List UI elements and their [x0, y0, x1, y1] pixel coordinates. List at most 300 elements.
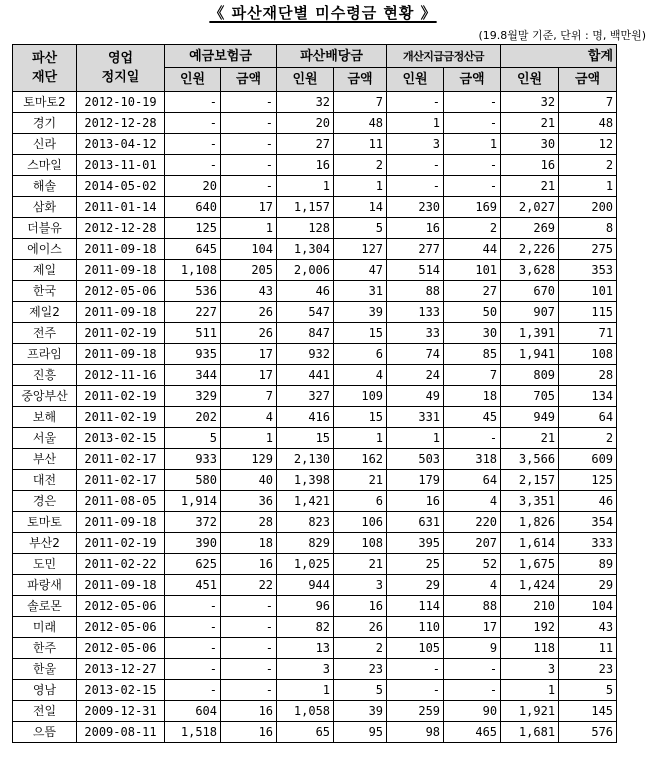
people-cell: 1	[387, 428, 444, 449]
people-cell: 133	[387, 302, 444, 323]
table-row	[13, 281, 617, 302]
bank-name-cell: 제일	[13, 260, 77, 281]
table-row	[13, 197, 617, 218]
people-cell: 705	[501, 386, 559, 407]
amount-cell: 40	[221, 470, 277, 491]
people-cell: 1,391	[501, 323, 559, 344]
people-cell: 2,226	[501, 239, 559, 260]
bank-name-cell: 부산2	[13, 533, 77, 554]
amount-cell: 129	[221, 449, 277, 470]
people-cell: 1,614	[501, 533, 559, 554]
people-cell: 13	[277, 638, 334, 659]
people-cell: 3	[387, 134, 444, 155]
bank-name-cell: 프라임	[13, 344, 77, 365]
suspension-date-cell: 2013-02-15	[77, 428, 165, 449]
amount-cell: 95	[334, 722, 387, 743]
people-cell: 114	[387, 596, 444, 617]
table-body	[13, 92, 617, 743]
amount-cell: -	[221, 659, 277, 680]
suspension-date-cell: 2011-01-14	[77, 197, 165, 218]
header-date-line2: 정지일	[101, 70, 140, 85]
amount-cell: 16	[334, 596, 387, 617]
amount-cell: 7	[444, 365, 501, 386]
suspension-date-cell: 2011-09-18	[77, 302, 165, 323]
amount-cell: 108	[559, 344, 617, 365]
table-row	[13, 92, 617, 113]
people-cell: 20	[165, 176, 221, 197]
table-row	[13, 680, 617, 701]
amount-cell: 18	[444, 386, 501, 407]
people-cell: 118	[501, 638, 559, 659]
amount-cell: 333	[559, 533, 617, 554]
people-cell: 16	[387, 218, 444, 239]
people-cell: 3,566	[501, 449, 559, 470]
people-cell: 88	[387, 281, 444, 302]
people-cell: 21	[501, 176, 559, 197]
people-cell: 1,108	[165, 260, 221, 281]
people-cell: 631	[387, 512, 444, 533]
amount-cell: 27	[444, 281, 501, 302]
people-cell: 20	[277, 113, 334, 134]
amount-cell: 101	[444, 260, 501, 281]
amount-cell: 17	[221, 344, 277, 365]
people-cell: 2,157	[501, 470, 559, 491]
people-cell: 1,058	[277, 701, 334, 722]
suspension-date-cell: 2009-08-11	[77, 722, 165, 743]
amount-cell: 2	[559, 155, 617, 176]
people-cell: 1,941	[501, 344, 559, 365]
bank-name-cell: 한주	[13, 638, 77, 659]
table-row	[13, 176, 617, 197]
amount-cell: 106	[334, 512, 387, 533]
people-cell: 1,826	[501, 512, 559, 533]
people-cell: 1,157	[277, 197, 334, 218]
header-bank-line2: 재단	[31, 70, 58, 85]
amount-cell: 64	[444, 470, 501, 491]
amount-cell: 45	[444, 407, 501, 428]
amount-cell: 109	[334, 386, 387, 407]
amount-cell: 1	[221, 218, 277, 239]
suspension-date-cell: 2011-02-19	[77, 407, 165, 428]
amount-cell: 16	[221, 722, 277, 743]
people-cell: 344	[165, 365, 221, 386]
people-cell: 24	[387, 365, 444, 386]
people-cell: -	[387, 92, 444, 113]
amount-cell: 7	[221, 386, 277, 407]
bank-name-cell: 토마토2	[13, 92, 77, 113]
amount-cell: 36	[221, 491, 277, 512]
header-people: 인원	[277, 68, 334, 92]
table-row	[13, 533, 617, 554]
amount-cell: 5	[559, 680, 617, 701]
amount-cell: 207	[444, 533, 501, 554]
bank-name-cell: 제일2	[13, 302, 77, 323]
people-cell: 21	[501, 428, 559, 449]
amount-cell: 2	[559, 428, 617, 449]
people-cell: 3	[501, 659, 559, 680]
table-row	[13, 617, 617, 638]
amount-cell: 576	[559, 722, 617, 743]
amount-cell: 16	[221, 701, 277, 722]
table-row	[13, 113, 617, 134]
bank-name-cell: 도민	[13, 554, 77, 575]
amount-cell: 31	[334, 281, 387, 302]
amount-cell: 89	[559, 554, 617, 575]
people-cell: 511	[165, 323, 221, 344]
amount-cell: -	[444, 659, 501, 680]
amount-cell: 5	[334, 218, 387, 239]
people-cell: 933	[165, 449, 221, 470]
people-cell: 3,628	[501, 260, 559, 281]
table-row	[13, 722, 617, 743]
suspension-date-cell: 2011-09-18	[77, 239, 165, 260]
people-cell: -	[165, 113, 221, 134]
people-cell: 3,351	[501, 491, 559, 512]
amount-cell: 2	[334, 155, 387, 176]
people-cell: 30	[501, 134, 559, 155]
amount-cell: 11	[559, 638, 617, 659]
amount-cell: -	[221, 113, 277, 134]
amount-cell: 47	[334, 260, 387, 281]
people-cell: 15	[277, 428, 334, 449]
bank-name-cell: 대전	[13, 470, 77, 491]
people-cell: 640	[165, 197, 221, 218]
header-people: 인원	[501, 68, 559, 92]
table-row	[13, 596, 617, 617]
people-cell: 331	[387, 407, 444, 428]
people-cell: 16	[501, 155, 559, 176]
amount-cell: 8	[559, 218, 617, 239]
amount-cell: 23	[559, 659, 617, 680]
people-cell: 2,006	[277, 260, 334, 281]
suspension-date-cell: 2009-12-31	[77, 701, 165, 722]
suspension-date-cell: 2011-09-18	[77, 260, 165, 281]
amount-cell: 1	[444, 134, 501, 155]
amount-cell: 4	[444, 491, 501, 512]
amount-cell: 101	[559, 281, 617, 302]
bank-name-cell: 솔로몬	[13, 596, 77, 617]
suspension-date-cell: 2013-11-01	[77, 155, 165, 176]
people-cell: 935	[165, 344, 221, 365]
amount-cell: 104	[559, 596, 617, 617]
amount-cell: 609	[559, 449, 617, 470]
people-cell: -	[165, 155, 221, 176]
amount-cell: 220	[444, 512, 501, 533]
amount-cell: 22	[221, 575, 277, 596]
suspension-date-cell: 2011-09-18	[77, 512, 165, 533]
amount-cell: 104	[221, 239, 277, 260]
amount-cell: 6	[334, 344, 387, 365]
amount-cell: 1	[221, 428, 277, 449]
people-cell: -	[165, 596, 221, 617]
amount-cell: 90	[444, 701, 501, 722]
people-cell: 1,421	[277, 491, 334, 512]
amount-cell: 39	[334, 701, 387, 722]
amount-cell: -	[221, 176, 277, 197]
people-cell: 390	[165, 533, 221, 554]
amount-cell: 21	[334, 554, 387, 575]
people-cell: -	[387, 659, 444, 680]
people-cell: 932	[277, 344, 334, 365]
people-cell: 5	[165, 428, 221, 449]
bank-name-cell: 삼화	[13, 197, 77, 218]
amount-cell: 134	[559, 386, 617, 407]
amount-cell: 354	[559, 512, 617, 533]
people-cell: 847	[277, 323, 334, 344]
amount-cell: 4	[334, 365, 387, 386]
amount-cell: 318	[444, 449, 501, 470]
suspension-date-cell: 2012-05-06	[77, 617, 165, 638]
amount-cell: 71	[559, 323, 617, 344]
amount-cell: 145	[559, 701, 617, 722]
people-cell: -	[165, 92, 221, 113]
people-cell: 2,130	[277, 449, 334, 470]
amount-cell: 26	[221, 302, 277, 323]
amount-cell: 48	[559, 113, 617, 134]
people-cell: 46	[277, 281, 334, 302]
suspension-date-cell: 2012-12-28	[77, 113, 165, 134]
bank-name-cell: 미래	[13, 617, 77, 638]
people-cell: 547	[277, 302, 334, 323]
people-cell: 944	[277, 575, 334, 596]
header-amount: 금액	[444, 68, 501, 92]
people-cell: 74	[387, 344, 444, 365]
people-cell: 16	[387, 491, 444, 512]
table-row	[13, 386, 617, 407]
bank-name-cell: 스마일	[13, 155, 77, 176]
header-bank-line1: 파산	[31, 51, 58, 66]
bank-name-cell: 으뜸	[13, 722, 77, 743]
amount-cell: 14	[334, 197, 387, 218]
people-cell: 227	[165, 302, 221, 323]
suspension-date-cell: 2012-10-19	[77, 92, 165, 113]
people-cell: 110	[387, 617, 444, 638]
page-title	[0, 2, 646, 23]
suspension-date-cell: 2011-02-19	[77, 533, 165, 554]
suspension-date-cell: 2011-02-17	[77, 470, 165, 491]
amount-cell: 1	[334, 428, 387, 449]
people-cell: -	[165, 659, 221, 680]
amount-cell: 7	[559, 92, 617, 113]
suspension-date-cell: 2014-05-02	[77, 176, 165, 197]
amount-cell: 4	[221, 407, 277, 428]
people-cell: 33	[387, 323, 444, 344]
suspension-date-cell: 2011-02-19	[77, 323, 165, 344]
table-row	[13, 449, 617, 470]
table-row	[13, 260, 617, 281]
people-cell: 809	[501, 365, 559, 386]
table-row	[13, 554, 617, 575]
amount-cell: -	[221, 134, 277, 155]
bank-name-cell: 부산	[13, 449, 77, 470]
amount-cell: 205	[221, 260, 277, 281]
people-cell: 1	[277, 680, 334, 701]
people-cell: 179	[387, 470, 444, 491]
suspension-date-cell: 2013-02-15	[77, 680, 165, 701]
people-cell: 202	[165, 407, 221, 428]
people-cell: 1	[501, 680, 559, 701]
bank-name-cell: 서울	[13, 428, 77, 449]
amount-cell: -	[221, 617, 277, 638]
amount-cell: -	[444, 92, 501, 113]
suspension-date-cell: 2011-02-19	[77, 386, 165, 407]
people-cell: 1,681	[501, 722, 559, 743]
people-cell: 29	[387, 575, 444, 596]
header-people: 인원	[165, 68, 221, 92]
people-cell: 536	[165, 281, 221, 302]
amount-cell: 29	[559, 575, 617, 596]
people-cell: 625	[165, 554, 221, 575]
people-cell: 949	[501, 407, 559, 428]
amount-cell: 1	[334, 176, 387, 197]
people-cell: 1	[277, 176, 334, 197]
people-cell: 98	[387, 722, 444, 743]
table-row	[13, 701, 617, 722]
header-deposit-insurance: 예금보험금	[165, 45, 277, 68]
amount-cell: 17	[444, 617, 501, 638]
people-cell: 823	[277, 512, 334, 533]
bank-name-cell: 한울	[13, 659, 77, 680]
bank-name-cell: 해솔	[13, 176, 77, 197]
unit-note: (19.8월말 기준, 단위 : 명, 백만원)	[478, 29, 646, 42]
suspension-date-cell: 2011-02-17	[77, 449, 165, 470]
amount-cell: 200	[559, 197, 617, 218]
amount-cell: 162	[334, 449, 387, 470]
table-row	[13, 323, 617, 344]
amount-cell: 23	[334, 659, 387, 680]
bank-name-cell: 보해	[13, 407, 77, 428]
table-row	[13, 638, 617, 659]
amount-cell: 18	[221, 533, 277, 554]
amount-cell: 2	[334, 638, 387, 659]
people-cell: 82	[277, 617, 334, 638]
suspension-date-cell: 2011-09-18	[77, 575, 165, 596]
people-cell: 192	[501, 617, 559, 638]
amount-cell: 48	[334, 113, 387, 134]
amount-cell: 115	[559, 302, 617, 323]
amount-cell: 275	[559, 239, 617, 260]
people-cell: 25	[387, 554, 444, 575]
people-cell: 1,398	[277, 470, 334, 491]
amount-cell: 88	[444, 596, 501, 617]
amount-cell: 26	[221, 323, 277, 344]
amount-cell: 169	[444, 197, 501, 218]
people-cell: 395	[387, 533, 444, 554]
table-row	[13, 134, 617, 155]
people-cell: -	[165, 134, 221, 155]
people-cell: 372	[165, 512, 221, 533]
suspension-date-cell: 2012-12-28	[77, 218, 165, 239]
people-cell: 2,027	[501, 197, 559, 218]
people-cell: 907	[501, 302, 559, 323]
header-row-1	[13, 45, 617, 68]
people-cell: 1	[387, 113, 444, 134]
amount-cell: -	[444, 176, 501, 197]
amount-cell: 17	[221, 365, 277, 386]
people-cell: 1,518	[165, 722, 221, 743]
amount-cell: 5	[334, 680, 387, 701]
people-cell: 65	[277, 722, 334, 743]
suspension-date-cell: 2012-05-06	[77, 596, 165, 617]
table-row	[13, 575, 617, 596]
people-cell: 32	[277, 92, 334, 113]
amount-cell: -	[221, 680, 277, 701]
amount-cell: 353	[559, 260, 617, 281]
header-date	[77, 45, 165, 92]
amount-cell: 85	[444, 344, 501, 365]
people-cell: 259	[387, 701, 444, 722]
people-cell: 27	[277, 134, 334, 155]
amount-cell: 28	[221, 512, 277, 533]
amount-cell: 465	[444, 722, 501, 743]
amount-cell: 43	[221, 281, 277, 302]
people-cell: 416	[277, 407, 334, 428]
amount-cell: 64	[559, 407, 617, 428]
amount-cell: 30	[444, 323, 501, 344]
amount-cell: 39	[334, 302, 387, 323]
people-cell: 1,921	[501, 701, 559, 722]
bank-name-cell: 경은	[13, 491, 77, 512]
people-cell: 128	[277, 218, 334, 239]
table-row	[13, 407, 617, 428]
title-text: 《 파산재단별 미수령금 현황 》	[209, 4, 437, 22]
bank-name-cell: 영남	[13, 680, 77, 701]
amount-cell: 15	[334, 323, 387, 344]
people-cell: 49	[387, 386, 444, 407]
amount-cell: -	[221, 92, 277, 113]
amount-cell: 43	[559, 617, 617, 638]
people-cell: 580	[165, 470, 221, 491]
table-row	[13, 491, 617, 512]
people-cell: 96	[277, 596, 334, 617]
header-date-line1: 영업	[107, 51, 134, 66]
amount-cell: -	[221, 596, 277, 617]
amount-cell: 7	[334, 92, 387, 113]
bank-name-cell: 신라	[13, 134, 77, 155]
people-cell: 329	[165, 386, 221, 407]
suspension-date-cell: 2012-05-06	[77, 638, 165, 659]
amount-cell: 3	[334, 575, 387, 596]
people-cell: -	[387, 680, 444, 701]
people-cell: 16	[277, 155, 334, 176]
people-cell: 1,304	[277, 239, 334, 260]
suspension-date-cell: 2011-08-05	[77, 491, 165, 512]
amount-cell: 16	[221, 554, 277, 575]
bank-name-cell: 진흥	[13, 365, 77, 386]
header-bank	[13, 45, 77, 92]
amount-cell: 6	[334, 491, 387, 512]
suspension-date-cell: 2012-05-06	[77, 281, 165, 302]
header-bankruptcy-dividend: 파산배당금	[277, 45, 387, 68]
people-cell: -	[387, 155, 444, 176]
amount-cell: -	[221, 638, 277, 659]
amount-cell: 11	[334, 134, 387, 155]
suspension-date-cell: 2011-02-22	[77, 554, 165, 575]
people-cell: 604	[165, 701, 221, 722]
people-cell: 327	[277, 386, 334, 407]
people-cell: 1,675	[501, 554, 559, 575]
amount-cell: 17	[221, 197, 277, 218]
amount-cell: -	[444, 113, 501, 134]
amount-cell: 28	[559, 365, 617, 386]
table-row	[13, 512, 617, 533]
amount-cell: 50	[444, 302, 501, 323]
amount-cell: 4	[444, 575, 501, 596]
amount-cell: 44	[444, 239, 501, 260]
people-cell: 441	[277, 365, 334, 386]
amount-cell: 127	[334, 239, 387, 260]
people-cell: 230	[387, 197, 444, 218]
